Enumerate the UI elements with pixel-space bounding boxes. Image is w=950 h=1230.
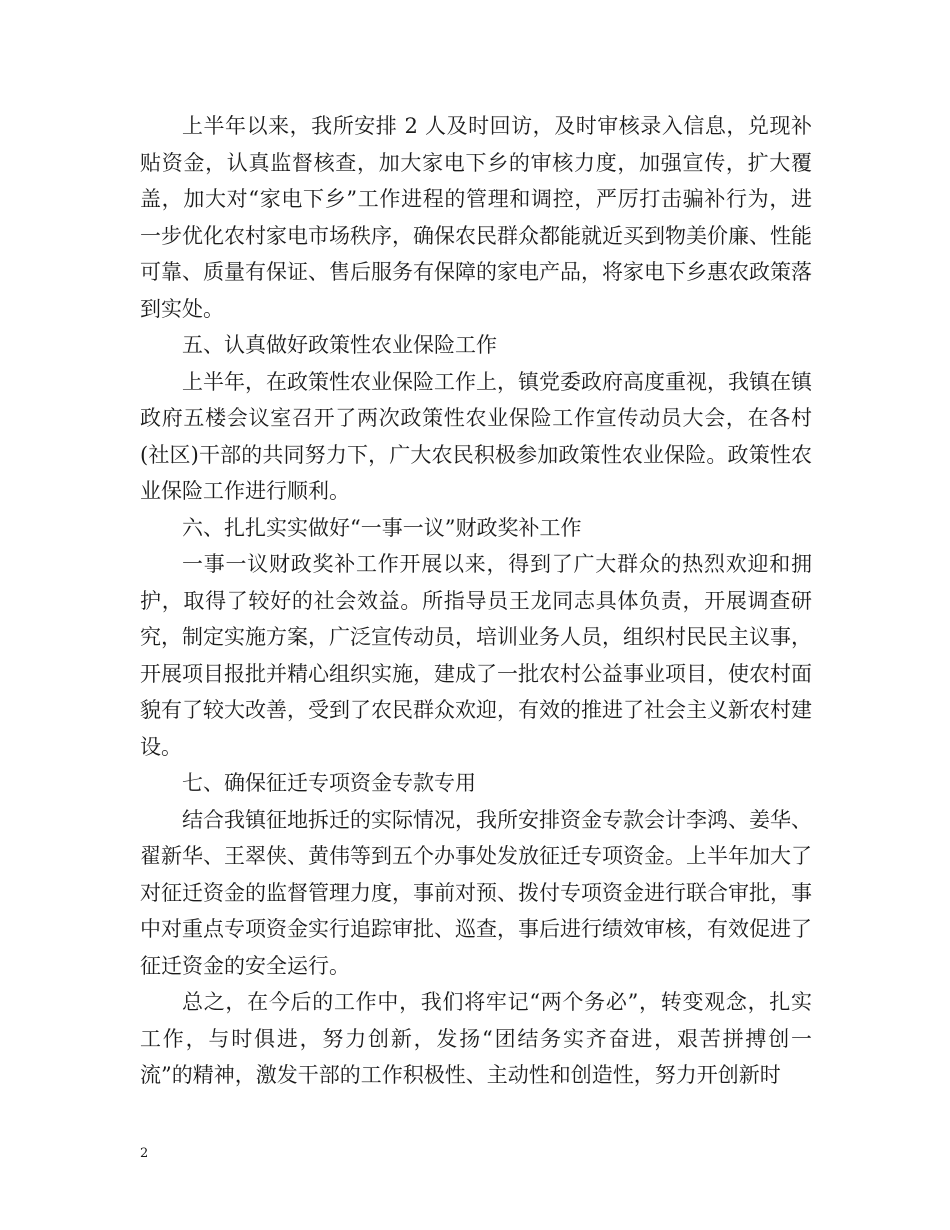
- page-number: 2: [140, 1146, 149, 1161]
- paragraph-relocation-funds: 结合我镇征地拆迁的实际情况，我所安排资金专款会计李鸿、姜华、翟新华、王翠侠、黄伟等到五个办事处发放征迁专项资金。上半年加大了对征迁资金的监督管理力度，事前对预、拨付专项资金进行联合审批，事中对重点专项资金实行追踪审批、巡查，事后进行绩效审核，有效促进了征迁资金的安全运行。: [140, 807, 812, 978]
- section-heading-relocation-funds: 七、确保征迁专项资金专款专用: [182, 771, 476, 795]
- paragraph-one-matter-one-discussion: 一事一议财政奖补工作开展以来，得到了广大群众的热烈欢迎和拥护，取得了较好的社会效益。所指导员王龙同志具体负责，开展调查研究，制定实施方案，广泛宣传动员，培训业务人员，组织村民民主议事，开展项目报批并精心组织实施，建成了一批农村公益事业项目，使农村面貌有了较大改善，受到了农民群众欢迎，有效的推进了社会主义新农村建设。: [140, 552, 812, 759]
- section-heading-agri-insurance: 五、认真做好政策性农业保险工作: [182, 333, 497, 357]
- document-body: [140, 108, 812, 1094]
- section-heading-one-matter-one-discussion: 六、扎扎实实做好“一事一议”财政奖补工作: [182, 515, 582, 540]
- paragraph-agri-insurance: 上半年，在政策性农业保险工作上，镇党委政府高度重视，我镇在镇政府五楼会议室召开了两次政策性农业保险工作宣传动员大会，在各村(社区)干部的共同努力下，广大农民积极参加政策性农业保险。政策性农业保险工作进行顺利。: [140, 369, 812, 503]
- paragraph-home-appliance: 上半年以来，我所安排 2 人及时回访，及时审核录入信息，兑现补贴资金，认真监督核查，加大家电下乡的审核力度，加强宣传，扩大覆盖，加大对“家电下乡”工作进程的管理和调控，严厉打击骗补行为，进一步优化农村家电市场秩序，确保农民群众都能就近买到物美价廉、性能可靠、质量有保证、售后服务有保障的家电产品，将家电下乡惠农政策落到实处。: [140, 114, 812, 321]
- paragraph-conclusion: 总之，在今后的工作中，我们将牢记“两个务必”，转变观念，扎实工作，与时俱进，努力创新，发扬“团结务实齐奋进，艰苦拼搏创一流”的精神，激发干部的工作积极性、主动性和创造性，努力开创新时: [140, 990, 812, 1087]
